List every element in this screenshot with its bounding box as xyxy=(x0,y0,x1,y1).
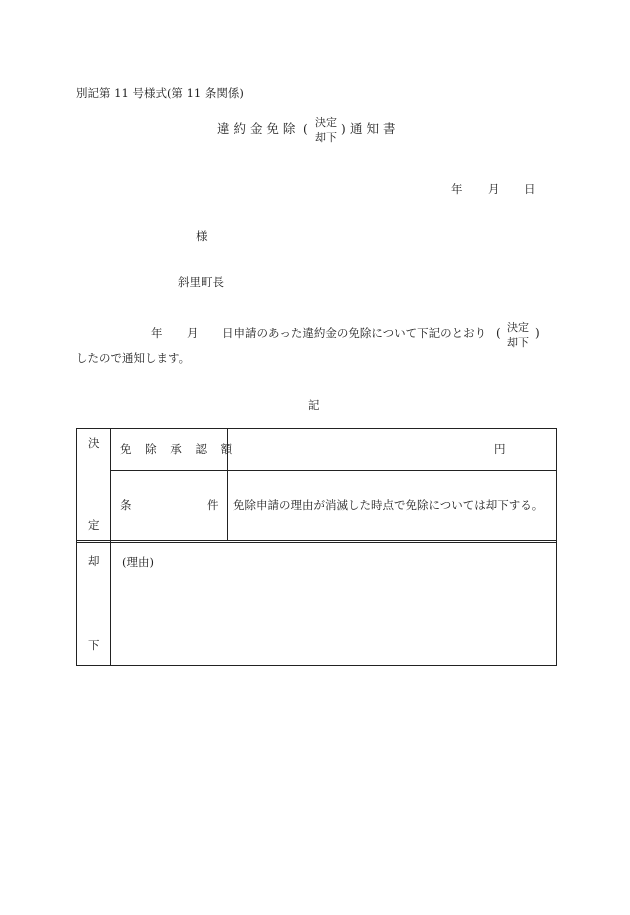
amount-unit: 円 xyxy=(494,442,506,456)
reject-label-bottom: 下 xyxy=(88,638,100,652)
date-day: 日 xyxy=(524,182,536,196)
body-line2: したので通知します。 xyxy=(76,351,191,365)
title-choice-reject: 却下 xyxy=(315,131,337,144)
table-border-right xyxy=(556,428,557,666)
decision-label-top: 決 xyxy=(88,436,100,450)
table-border-bottom xyxy=(76,665,557,666)
decision-label-bottom: 定 xyxy=(88,518,100,532)
title-choice-decision: 決定 xyxy=(315,116,337,129)
condition-label-second: 件 xyxy=(207,498,219,512)
table-col-divider-1 xyxy=(110,428,111,666)
body-year: 年 xyxy=(151,326,163,340)
table-border-left xyxy=(76,428,77,666)
title-prefix: 違 約 金 免 除 xyxy=(217,121,296,136)
condition-label-first: 条 xyxy=(120,498,132,512)
condition-text: 免除申請の理由が消滅した時点で免除については却下する。 xyxy=(233,498,544,512)
body-close-paren: ) xyxy=(535,326,540,340)
body-open-paren: ( xyxy=(496,326,501,340)
ki-label: 記 xyxy=(308,398,320,412)
reject-label-top: 却 xyxy=(88,554,100,568)
body-main: 日申請のあった違約金の免除について下記のとおり xyxy=(222,326,487,340)
body-month: 月 xyxy=(187,326,199,340)
title-open-paren: ( xyxy=(303,122,308,136)
amount-label: 免 除 承 認 額 xyxy=(120,442,238,456)
table-border-top xyxy=(76,428,557,429)
title-suffix: 通 知 書 xyxy=(350,121,396,136)
date-year: 年 xyxy=(451,182,463,196)
reason-label: (理由) xyxy=(122,555,154,569)
sender: 斜里町長 xyxy=(178,275,224,289)
addressee-suffix: 様 xyxy=(196,229,208,243)
table-row-divider-2b xyxy=(76,542,557,543)
table-row-divider-1 xyxy=(110,470,557,471)
title-choice-stack xyxy=(312,115,340,145)
body-choice-reject: 却下 xyxy=(507,336,529,349)
body-choice-decision: 決定 xyxy=(507,321,529,334)
title-close-paren: ) xyxy=(341,122,346,136)
date-month: 月 xyxy=(488,182,500,196)
form-label: 別記第 11 号様式(第 11 条関係) xyxy=(76,86,244,100)
body-choice-stack xyxy=(503,320,533,350)
table-row-divider-2a xyxy=(76,540,557,541)
